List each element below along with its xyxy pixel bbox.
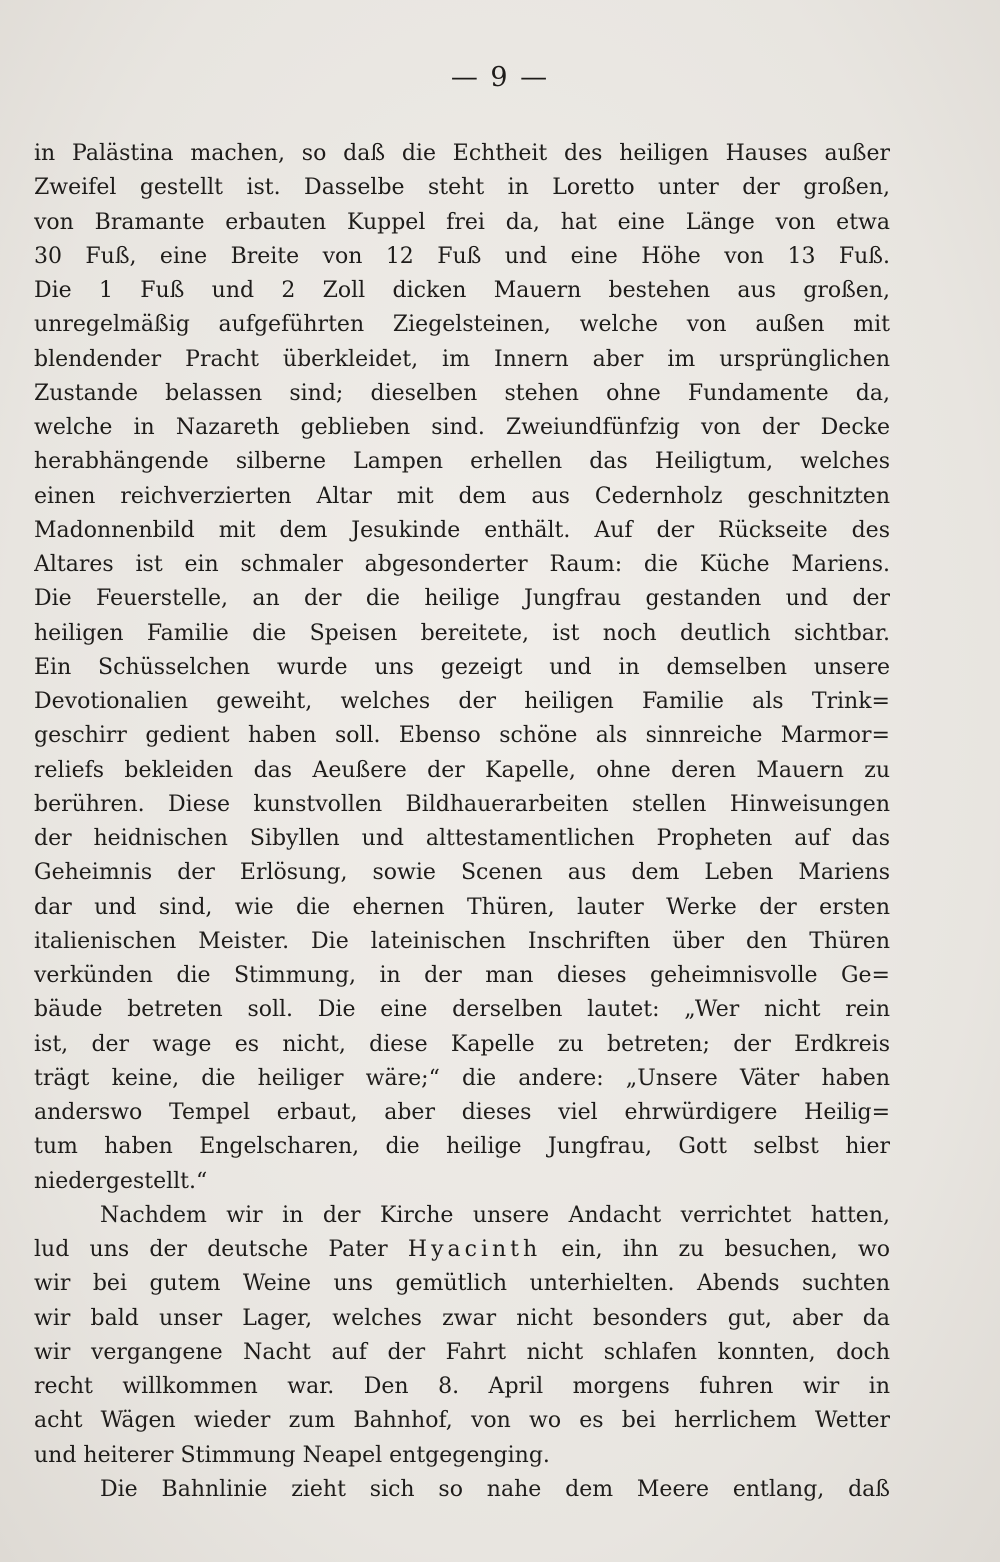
text-line: recht willkommen war. Den 8. April morgens fuhren wir in [34, 1374, 890, 1399]
paragraph-start-line: Die Bahnlinie zieht sich so nahe dem Meere entlang, daß [100, 1476, 890, 1502]
text-line: welche in Nazareth geblieben sind. Zweiundfünfzig von der Decke [34, 415, 890, 440]
text-line: berühren. Diese kunstvollen Bildhauerarbeiten stellen Hinweisungen [34, 791, 890, 817]
text-line: Devotionalien geweiht, welches der heiligen Familie als Trink= [34, 689, 890, 714]
text-line: acht Wägen wieder zum Bahnhof, von wo es bei herrlichem Wetter [34, 1408, 890, 1434]
text-line: von Bramante erbauten Kuppel frei da, hat eine Länge von etwa [34, 209, 890, 235]
text-segment: lud uns der deutsche Pater [34, 1237, 388, 1262]
text-line: ist, der wage es nicht, diese Kapelle zu betreten; der Erdkreis [34, 1031, 890, 1057]
text-line: Die Feuerstelle, an der die heilige Jungfrau gestanden und der [34, 586, 890, 612]
text-line: herabhängende silberne Lampen erhellen das Heiligtum, welches [34, 449, 890, 475]
text-line: Die 1 Fuß und 2 Zoll dicken Mauern bestehen aus großen, [34, 278, 890, 303]
text-line: heiligen Familie die Speisen bereitete, ist noch deutlich sichtbar. [34, 620, 890, 646]
text-line: Altares ist ein schmaler abgesonderter Raum: die Küche Mariens. [34, 552, 890, 577]
text-line: der heidnischen Sibyllen und alttestamentlichen Propheten auf das [34, 826, 890, 851]
text-line: einen reichverzierten Altar mit dem aus Cedernholz geschnitzten [34, 483, 890, 509]
text-line: Geheimnis der Erlösung, sowie Scenen aus dem Leben Mariens [34, 860, 890, 886]
text-line: anderswo Tempel erbaut, aber dieses viel ehrwürdigere Heilig= [34, 1100, 890, 1125]
paragraph-start-line: Nachdem wir in der Kirche unsere Andacht verrichtet hatten, [100, 1202, 890, 1228]
paragraph-end-line: niedergestellt.“ [34, 1168, 208, 1194]
text-line: trägt keine, die heiliger wäre;“ die andere: „Unsere Väter haben [34, 1065, 890, 1091]
text-line [34, 1233, 890, 1267]
text-line: Zweifel gestellt ist. Dasselbe steht in Loretto unter der großen, [34, 175, 890, 201]
text-line: wir bald unser Lager, welches zwar nicht besonders gut, aber da [34, 1305, 890, 1331]
page-number: — 9 — [450, 62, 550, 93]
text-line: italienischen Meister. Die lateinischen Inschriften über den Thüren [34, 928, 890, 954]
text-line: Zustande belassen sind; dieselben stehen ohne Fundamente da, [34, 380, 890, 406]
text-line: geschirr gedient haben soll. Ebenso schöne als sinnreiche Marmor= [34, 723, 890, 749]
body-text [34, 137, 890, 1507]
text-line: wir vergangene Nacht auf der Fahrt nicht schlafen konnten, doch [34, 1339, 890, 1365]
text-segment: ein, ihn zu besuchen, wo [561, 1237, 890, 1262]
text-line: unregelmäßig aufgeführten Ziegelsteinen, welche von außen mit [34, 312, 890, 338]
text-line: in Palästina machen, so daß die Echtheit des heiligen Hauses außer [34, 141, 890, 166]
text-line: 30 Fuß, eine Breite von 12 Fuß und eine Höhe von 13 Fuß. [34, 243, 890, 269]
text-line: reliefs bekleiden das Aeußere der Kapelle, ohne deren Mauern zu [34, 757, 890, 783]
text-line: Madonnenbild mit dem Jesukinde enthält. Auf der Rückseite des [34, 517, 890, 543]
paragraph-end-line: und heiterer Stimmung Neapel entgegenging. [34, 1442, 550, 1468]
text-line: blendender Pracht überkleidet, im Innern aber im ursprünglichen [34, 346, 890, 372]
text-line: Ein Schüsselchen wurde uns gezeigt und in demselben unsere [34, 654, 890, 680]
text-line: tum haben Engelscharen, die heilige Jungfrau, Gott selbst hier [34, 1134, 890, 1160]
text-line: verkünden die Stimmung, in der man dieses geheimnisvolle Ge= [34, 963, 890, 988]
text-line: bäude betreten soll. Die eine derselben lautet: „Wer nicht rein [34, 997, 890, 1023]
name-spaced: Hyacinth [407, 1237, 542, 1262]
text-line: wir bei gutem Weine uns gemütlich unterhielten. Abends suchten [34, 1271, 890, 1297]
text-line: dar und sind, wie die ehernen Thüren, lauter Werke der ersten [34, 894, 890, 920]
